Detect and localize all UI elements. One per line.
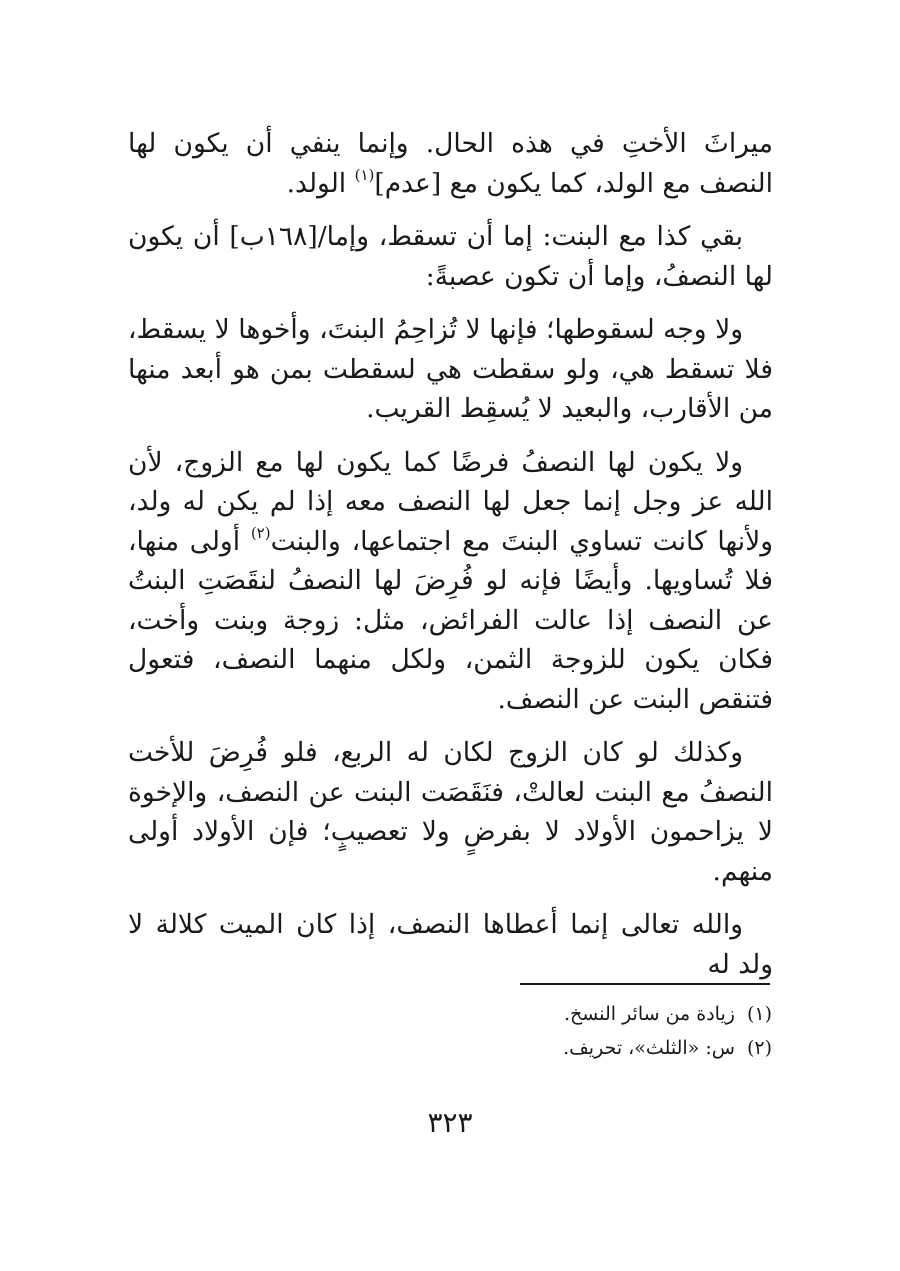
paragraph <box>128 733 773 891</box>
footnote-reference: (٢) <box>250 523 271 542</box>
footnote-reference: (١) <box>354 165 375 184</box>
footnotes <box>400 997 772 1065</box>
footnote <box>400 1031 772 1065</box>
footnote-text: زيادة من سائر النسخ. <box>563 1003 735 1025</box>
body-text <box>128 124 773 998</box>
paragraph-text: الولد. <box>286 167 355 199</box>
paragraph <box>128 905 773 984</box>
paragraph-text: ميراثَ الأختِ في هذه الحال. وإنما ينفي أن يكون لها النصف مع الولد، كما يكون مع [عدم] <box>128 128 773 199</box>
paragraph-text: ولا يكون لها النصفُ فرضًا كما يكون لها مع الزوج، لأن الله عز وجل إنما جعل لها النصف معه إذا لم يكن له ولد، ولأنها كانت تساوي البنتَ مع اجتماعها، والبنت <box>128 446 774 557</box>
footnote-number: (١) <box>746 1003 772 1025</box>
paragraph-text: وكذلك لو كان الزوج لكان له الربع، فلو فُرِضَ للأخت النصفُ مع البنت لعالتْ، فنَقَصَت البنت عن النصف، والإخوة لا يزاحمون الأولاد لا بفرضٍ ولا تعصيبٍ؛ فإن الأولاد أولى منهم. <box>128 737 773 887</box>
paragraph <box>128 443 773 720</box>
footnote-text: س: «الثلث»، تحريف. <box>563 1037 735 1059</box>
paragraph-text: ولا وجه لسقوطها؛ فإنها لا تُزاحِمُ البنتَ، وأخوها لا يسقط، فلا تسقط هي، ولو سقطت هي لسقطت بمن هو أبعد منها من الأقارب، والبعيد لا يُسقِط القريب. <box>128 314 773 424</box>
paragraph-text: بقي كذا مع البنت: إما أن تسقط، وإما/[١٦٨ب] أن يكون لها النصفُ، وإما أن تكون عصبةً: <box>128 221 773 292</box>
paragraph <box>128 310 773 429</box>
footnote-divider <box>520 983 770 985</box>
footnote <box>400 997 772 1031</box>
paragraph <box>128 217 773 296</box>
page-number: ٣٢٣ <box>427 1106 473 1139</box>
footnote-number: (٢) <box>746 1037 772 1059</box>
paragraph <box>128 124 773 203</box>
paragraph-text: والله تعالى إنما أعطاها النصف، إذا كان الميت كلالة لا ولد له <box>128 909 773 980</box>
paragraph-text: أولى منها، فلا تُساويها. وأيضًا فإنه لو فُرِضَ لها النصفُ لنقَصَتِ البنتُ عن النصف إذا عالت الفرائض، مثل: زوجة وبنت وأخت، فكان يكون للزوجة الثمن، ولكل منهما النصف، فتعول فتنقص البنت عن النصف. <box>128 525 773 715</box>
